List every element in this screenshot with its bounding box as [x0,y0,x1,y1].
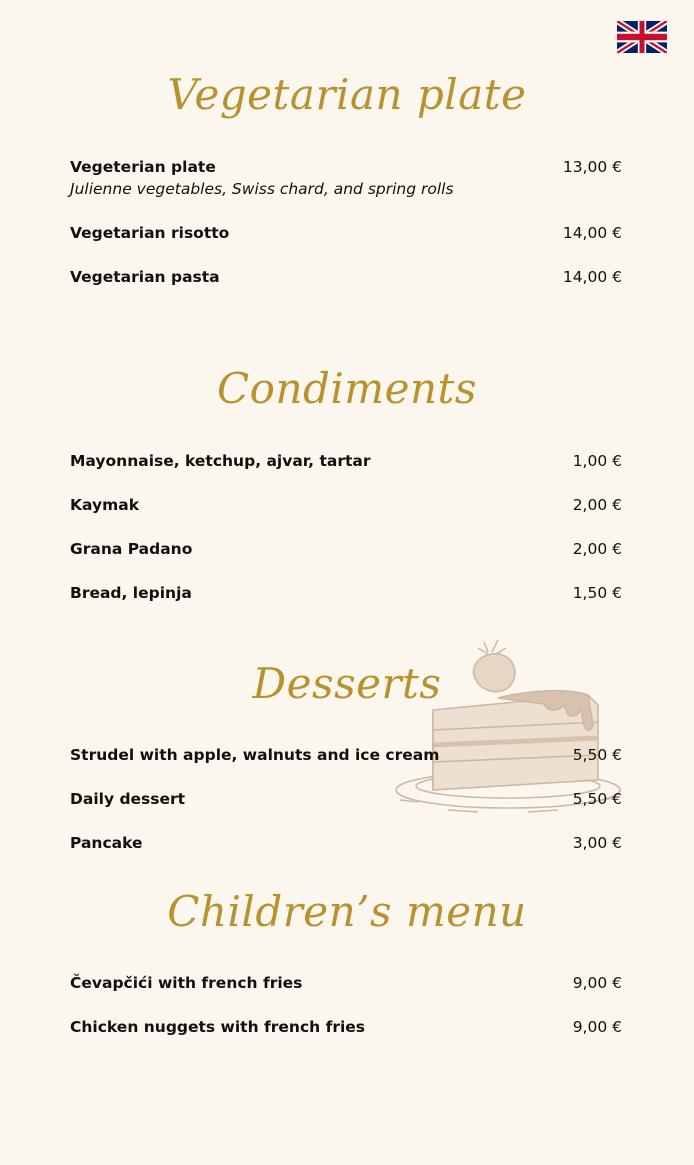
menu-item-price: 1,00 € [572,452,622,470]
section-title-condiments: Condiments [217,364,477,413]
section-title-desserts: Desserts [252,659,442,708]
menu-item-name: Strudel with apple, walnuts and ice cream [70,746,440,764]
menu-item-price: 3,00 € [572,834,622,852]
menu-item-price: 5,50 € [572,790,622,808]
menu-item-price: 14,00 € [562,224,622,242]
menu-item-price: 14,00 € [562,268,622,286]
menu-item-name: Mayonnaise, ketchup, ajvar, tartar [70,452,371,470]
menu-item-price: 13,00 € [562,158,622,176]
menu-item-name: Pancake [70,834,143,852]
menu-item-price: 9,00 € [572,1018,622,1036]
menu-item-price: 9,00 € [572,974,622,992]
menu-item-price: 2,00 € [572,540,622,558]
menu-item-price: 5,50 € [572,746,622,764]
menu-item-price: 1,50 € [572,584,622,602]
menu-item-name: Bread, lepinja [70,584,192,602]
menu-item-name: Čevapčići with french fries [70,974,303,992]
menu-item-description: Julienne vegetables, Swiss chard, and spring rolls [70,180,454,198]
menu-item-name: Chicken nuggets with french fries [70,1018,366,1036]
menu-item-price: 2,00 € [572,496,622,514]
menu-item-name: Vegetarian risotto [70,224,230,242]
menu-item-name: Grana Padano [70,540,193,558]
menu-item-name: Vegeterian plate [70,158,216,176]
menu-item-name: Vegetarian pasta [70,268,220,286]
section-title-vegetarian: Vegetarian plate [167,70,527,119]
uk-flag-icon[interactable] [617,21,667,53]
section-title-childrens-menu: Children’s menu [167,887,527,936]
menu-item-name: Kaymak [70,496,140,514]
menu-item-name: Daily dessert [70,790,186,808]
